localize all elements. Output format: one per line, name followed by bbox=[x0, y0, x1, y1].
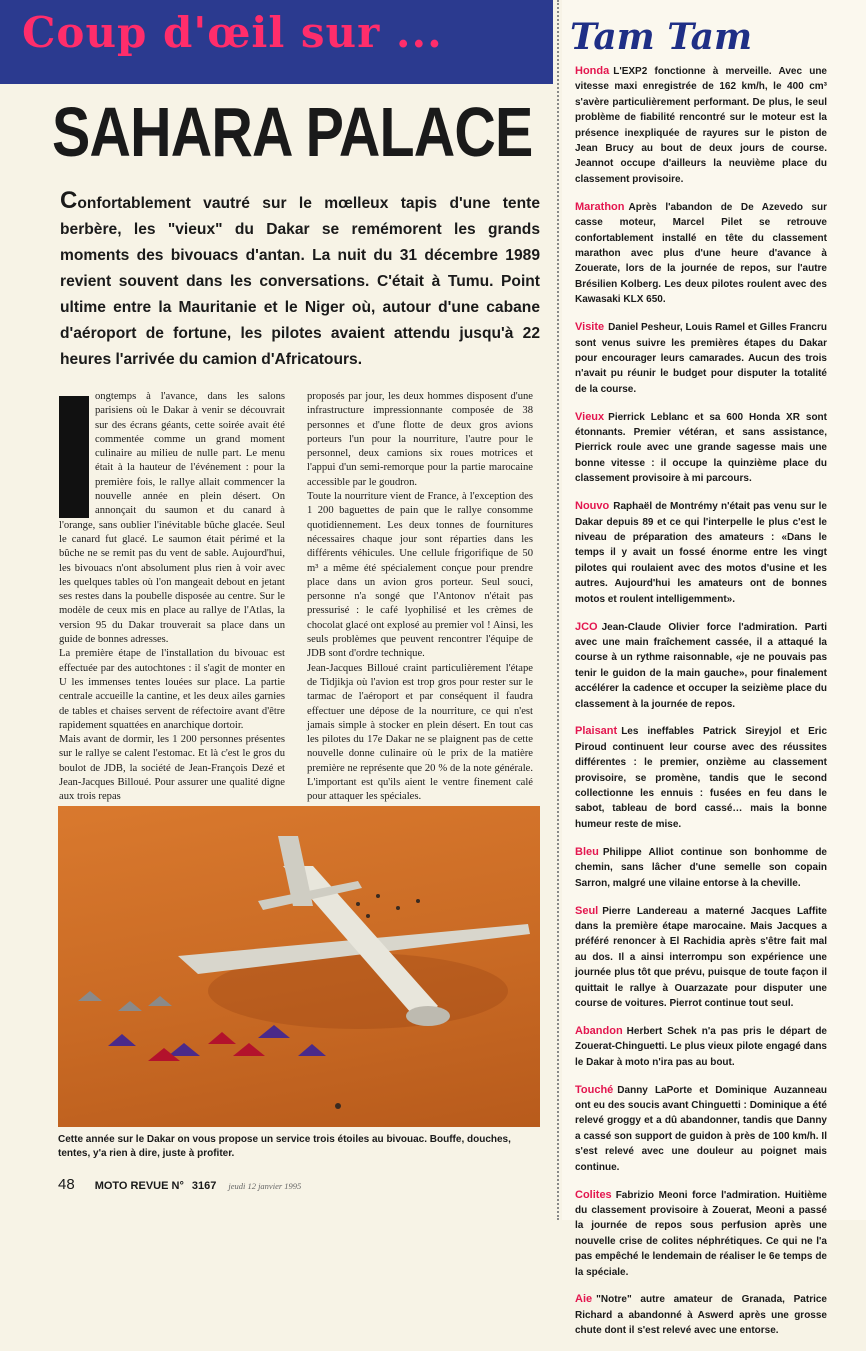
bivouac-illustration bbox=[58, 806, 540, 1127]
news-item-heading: Bleu bbox=[575, 845, 599, 858]
news-item bbox=[575, 845, 827, 891]
news-item-heading: Nouvo bbox=[575, 500, 610, 513]
news-item-heading: Plaisant bbox=[575, 725, 618, 738]
news-list bbox=[575, 64, 827, 1351]
article-column-1 bbox=[59, 390, 285, 805]
news-item-text: Herbert Schek n'a pas pris le départ de Zouerat-Chinguetti. Le plus vieux pilote engagé dans le Dakar à moto n'ira pas au bout. bbox=[575, 1025, 827, 1068]
news-item-text: Fabrizio Meoni force l'admiration. Huitième du classement provisoire à Zouerat, Meoni a passé la journée de repos sous perfusion après une nouvelle crise de colites néphrétiques. Ce qui ne l'a pas empêché le lendemain de réaliser le 6e temps de la spéciale. bbox=[575, 1189, 827, 1278]
news-item-text: "Notre" autre amateur de Granada, Patrice Richard a abandonné à Aswerd après une grosse chute dont il s'est relevé avec une entorse. bbox=[575, 1294, 827, 1337]
news-item-text: Pierrick Leblanc et sa 600 Honda XR sont étonnants. Premier vétéran, et sans assistance, Pierrick roule avec une grande sagesse mais une bonne vitesse : il occupe la quinzième place du classement provisoire à mi parcours. bbox=[575, 411, 827, 485]
paragraph: La première étape de l'installation du bivouac est effectuée par des autochtones : il s'agit de monter en U les immenses tentes louées sur place. La partie centrale accueille la cantine, et les deux ailes garnies de tables et chaises servent de réfectoire avant d'être rapidement squattées en anarchique dortoir. bbox=[59, 648, 285, 731]
news-item bbox=[575, 1188, 827, 1280]
banner-title: Coup d'œil sur ... bbox=[22, 8, 443, 57]
news-item bbox=[575, 1083, 827, 1175]
news-item-text: Après l'abandon de De Azevedo sur casse moteur, Marcel Pilet se retrouve confortablement installé en tête du classement marathon avec plus d'une heure d'avance à Zouerate, lors de la journée de repos, sur l'autre Brésilien Kolberg. Les deux pilotes roulent avec des Kawasaki KLX 650. bbox=[575, 201, 827, 306]
news-item bbox=[575, 200, 827, 308]
news-item-text: Raphaël de Montrémy n'était pas venu sur le Dakar depuis 89 et ce qui l'interpelle le plus c'est le niveau de préparation des amateurs : «Dans le temps il y avait un fossé énorme entre les vingt pilotes qui roulaient avec des motos d'usine et les autres. Aujourd'hui les amateurs ont de bonnes motos et roulent intelligemment». bbox=[575, 501, 827, 605]
news-item-text: L'EXP2 fonctionne à merveille. Avec une vitesse maxi enregistrée de 162 km/h, le 400 cm³ s'avère particulièrement performant. De plus, le seul problème de fiabilité rencontré sur le moteur est la présence inexpliquée de rayures sur le piston de Jean Brucy au bout de deux jours de course. Jeannot occupe d'ailleurs la neuvième place du classement provisoire. bbox=[575, 66, 827, 185]
news-item bbox=[575, 724, 827, 832]
banner bbox=[0, 0, 553, 84]
news-item-heading: Marathon bbox=[575, 200, 625, 213]
news-item-heading: Seul bbox=[575, 904, 599, 917]
news-item-heading: Aie bbox=[575, 1293, 593, 1306]
issue-date: jeudi 12 janvier 1995 bbox=[228, 1181, 302, 1191]
news-item-heading: Vieux bbox=[575, 410, 605, 423]
photo-caption: Cette année sur le Dakar on vous propose un service trois étoiles au bivouac. Bouffe, douches, tentes, y'a rien à dire, juste à profiter. bbox=[58, 1134, 511, 1159]
news-item-heading: Colites bbox=[575, 1188, 612, 1201]
article-title: SAHARA PALACE bbox=[52, 93, 533, 171]
news-item bbox=[575, 1024, 827, 1070]
news-item-heading: JCO bbox=[575, 620, 598, 633]
news-item-text: Jean-Claude Olivier force l'admiration. Parti avec une main fraîchement cassée, il a attaqué la course à un rythme raisonnable, «je ne pouvais pas tenir le guidon de la main gauche», pour finalement accélérer la cadence et occuper la seizième place du classement à la journée de repos. bbox=[575, 621, 827, 710]
news-item bbox=[575, 904, 827, 1012]
column-divider bbox=[557, 0, 559, 1220]
news-item-text: Philippe Alliot continue son bonhomme de chemin, sans lâcher d'une semelle son copain Sarron, malgré une vilaine entorse à la cheville. bbox=[575, 846, 827, 889]
news-item-heading: Abandon bbox=[575, 1024, 623, 1037]
page-number: 48 bbox=[58, 1176, 75, 1193]
paragraph: Toute la nourriture vient de France, à l'exception des 1 200 baguettes de pain que le rallye consomme quotidiennement. Les deux tonnes de fournitures nécessaires chaque jour sont réparties dans les différents véhicules. Une cellule frigorifique de 50 m³ a même été spécialement conçue pour prendre place dans un avion gros porteur. Seul souci, personne n'a songé que l'Antonov n'était pas pressurisé : le café lyophilisé et les crèmes de chocolat glacé ont explosé au premier vol ! Ainsi, les seuls problèmes que peuvent rencontrer l'équipe de JDB sont d'ordre technique. bbox=[307, 491, 533, 660]
drop-cap-L bbox=[59, 396, 89, 518]
lead-text: onfortablement vautré sur le mœlleux tapis d'une tente berbère, les "vieux" du Dakar se remémorent les grands moments des bivouacs d'antan. La nuit du 31 décembre 1989 revient souvent dans les conversations. C'était à Tumu. Point ultime entre la Mauritanie et le Niger où, autour d'une cabane d'aéroport de fortune, les pilotes avaient attendu jusqu'à 22 heures l'arrivée du camion d'Africatours. bbox=[60, 195, 540, 368]
news-item bbox=[575, 1292, 827, 1338]
article-column-2 bbox=[307, 390, 533, 805]
news-item bbox=[575, 320, 827, 397]
paragraph: ongtemps à l'avance, dans les salons parisiens où le Dakar à venir se découvrait sur des écrans géants, cette soirée avait été commentée comme un grand moment culinaire au milieu de nulle part. Le menu était à la hauteur de l'événement : pour la première fois, le rallye allait commencer la nouvelle année en plein désert. On annonçait du saumon et du canard à l'orange, sans oublier l'inévitable bûche glacée. Seul le canard fut glacé. Le saumon était périmé et la bûche ne se remit pas du vent de sable. Aujourd'hui, les bivouacs n'ont absolument plus rien à voir avec les quelques tables où l'on mangeait debout en jetant ses restes dans la poubelle disposée au centre. Sur le modèle de ceux mis en place au rallye de l'Atlas, la version 95 du Dakar trouverait sa place dans un guide de bonnes adresses. bbox=[59, 391, 285, 646]
news-item bbox=[575, 410, 827, 487]
paragraph: proposés par jour, les deux hommes disposent d'une infrastructure impressionnante composée de 38 personnes et d'une flotte de deux gros avions porteurs l'un pour la nourriture, l'autre pour le personnel, deux camions six roues motrices et l'appui d'un semi-remorque pour la partie marocaine accessible par le goudron. bbox=[307, 391, 533, 488]
magazine-name: MOTO REVUE N° bbox=[94, 1180, 184, 1192]
news-item-heading: Touché bbox=[575, 1083, 614, 1096]
lead-initial: C bbox=[60, 187, 78, 214]
news-item bbox=[575, 499, 827, 607]
issue-number: 3167 bbox=[191, 1180, 217, 1192]
page-footer bbox=[58, 1176, 538, 1194]
news-item-text: Daniel Pesheur, Louis Ramel et Gilles Francru sont venus suivre les premières étapes du Dakar pour encourager leurs camarades. Aucun des trois n'avait pu réunir le budget pour disputer la totalité de la course. bbox=[575, 322, 827, 395]
news-item-heading: Visite bbox=[575, 321, 605, 334]
paragraph: Jean-Jacques Billoué craint particulièrement l'étape de Tidjikja où l'avion est trop gros pour rester sur le tarmac de l'aéroport et par conséquent il faudra effectuer une dépose de la nourriture, ce qui n'est jamais simple à stocker en plein désert. En tout cas les pilotes du 17e Dakar ne se plaignent pas de cette nouvelle donne culinaire où le prix de la matière première ne représente que 20 % de la note générale. L'important est qu'ils aient le ventre finement calé pour attaquer les spéciales. bbox=[307, 662, 533, 803]
sidebar-title: Tam Tam bbox=[570, 16, 753, 58]
news-item-text: Les ineffables Patrick Sireyjol et Eric Piroud continuent leur course avec des réussites différentes : le premier, onzième au classement provisoire, se promène, tandis que le second collectionne les ennuis : fusées en feu dans le sabot, tableau de bord cassé… mais la bonne humeur reste de mise. bbox=[575, 726, 827, 830]
news-item-heading: Honda bbox=[575, 65, 610, 77]
news-item bbox=[575, 620, 827, 712]
news-item-text: Pierre Landereau a materné Jacques Laffite dans la première étape marocaine. Mais Jacques a préféré renoncer à El Rachidia après s'être fait mal au dos. Il a ainsi interrompu son expérience une journée plus tôt que prévu, puisque de toute façon il quittait le rallye à Ouarzazate pour disputer une course de voitures. Pierrot continue tout seul. bbox=[575, 905, 827, 1009]
news-item-text: Danny LaPorte et Dominique Auzanneau ont eu des soucis avant Chinguetti : Dominique a été relevé groggy et a dû abandonner, tandis que Danny a cassé son support de guidon à près de 100 km/h. Il s'est relevé avec une douleur au poignet mais continue. bbox=[575, 1084, 827, 1173]
article-lead bbox=[60, 188, 540, 373]
news-item bbox=[575, 64, 827, 187]
bivouac-photo bbox=[58, 806, 540, 1127]
paragraph: Mais avant de dormir, les 1 200 personnes présentes sur le rallye se calent l'estomac. Et là c'est le gros du boulot de JDB, la société de Jean-François Dezé et Jean-Jacques Billoué. Pour assurer une qualité digne aux trois repas bbox=[59, 734, 285, 803]
